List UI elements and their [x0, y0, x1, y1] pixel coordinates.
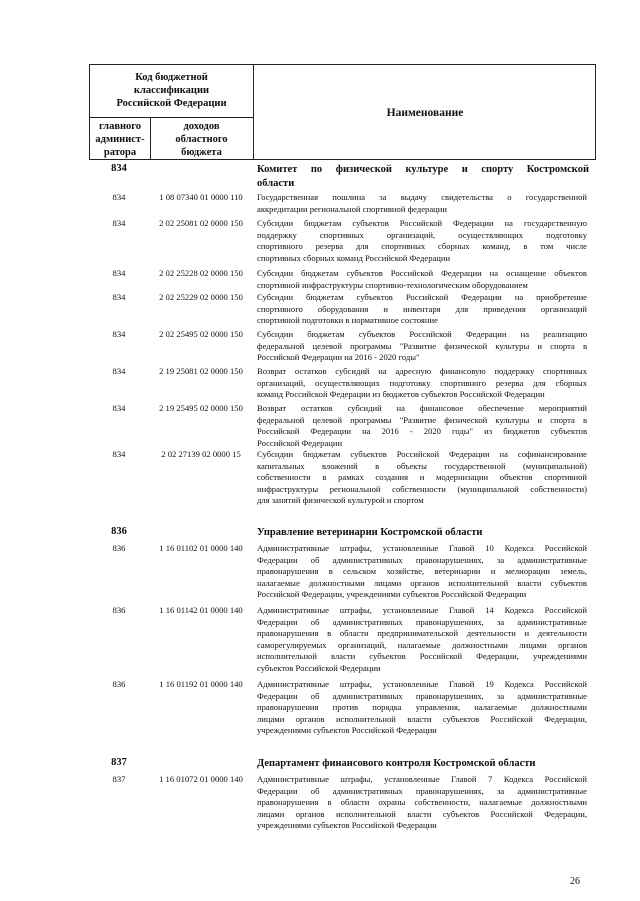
income-code: 1 16 01102 01 0000 140 [159, 543, 243, 553]
income-name-line: аккредитации региональной спортивной федерации [257, 203, 447, 214]
section-title [257, 757, 589, 771]
income-name-line: Субсидии бюджетам субъектов Российской Федерации на приобретение [257, 292, 587, 302]
income-name-line: Субсидии бюджетам субъектов Российской Федерации на реализацию [257, 329, 587, 339]
section-title-line: Управление ветеринарии Костромской области [257, 527, 483, 538]
income-code: 2 19 25081 02 0000 150 [159, 366, 243, 376]
income-name-line: учреждениями субъектов Российской Федерации [257, 820, 437, 831]
section-title [257, 526, 589, 540]
income-name-line: Административные штрафы, установленные Главой 19 Кодекса Российской [257, 679, 587, 689]
section-title-line: Комитет по физической культуре и спорту Костромской [257, 164, 589, 175]
income-name-line: команд Российской Федерации из бюджетов субъектов Российской Федерации [257, 389, 545, 400]
income-name-line: правонарушения в сельском хозяйстве, ветеринарии и мелиорации земель, [257, 566, 587, 577]
income-name-line: капитальных вложений в объекты государственной (муниципальной) [257, 460, 587, 471]
income-name-line: спортивной инфраструктуры спортивно-технологическим оборудованием [257, 279, 528, 290]
income-name-line: Субсидии бюджетам субъектов Российской Федерации на оснащение объектов [257, 268, 587, 278]
table-header [89, 64, 596, 160]
header-budget-classification: Код бюджетной классификации Российской Федерации [116, 72, 227, 109]
admin-code: 836 [112, 605, 126, 615]
income-name-line: спортивных сборных команд Российской Федерации [257, 252, 451, 263]
income-code: 2 02 25495 02 0000 150 [159, 329, 243, 339]
header-main-administrator: главного админист- ратора [95, 121, 145, 158]
income-name-line: правонарушения в области охраны собственности, налагаемые должностными [257, 797, 587, 808]
income-name-line: Административные штрафы, установленные Главой 7 Кодекса Российской [257, 774, 587, 784]
income-name-line: для занятий физической культурой и спортом [257, 495, 424, 506]
income-code: 2 02 25228 02 0000 150 [159, 268, 243, 278]
admin-code: 834 [112, 366, 126, 376]
income-name-line: Федерации об административных правонарушениях, за административные [257, 785, 587, 796]
section-title [257, 163, 589, 191]
header-divider-horizontal [90, 117, 253, 118]
admin-code: 834 [112, 403, 126, 413]
admin-code: 834 [112, 449, 126, 459]
admin-code: 834 [112, 292, 126, 302]
income-name-line: лицами органов исполнительной власти субъектов Российской Федерации, [257, 713, 587, 724]
income-name [257, 605, 587, 675]
income-name-line: Федерации об административных правонарушениях, за административные [257, 616, 587, 627]
income-name-line: Федерации об административных правонарушениях, за административные [257, 690, 587, 701]
income-code: 2 02 25229 02 0000 150 [159, 292, 243, 302]
income-name [257, 449, 587, 507]
section-code: 834 [111, 163, 127, 174]
income-name-line: субъектов Российской Федерации [257, 662, 381, 673]
header-name: Наименование [386, 107, 464, 119]
admin-code: 834 [112, 192, 126, 202]
income-name-line: Возврат остатков субсидий на адресную финансовую поддержку спортивных [257, 366, 587, 376]
income-name-line: Российской Федерации [257, 437, 343, 448]
income-name-line: правонарушения против порядка управления, налагаемые должностными [257, 702, 587, 713]
income-name-line: исполнительной власти субъектов Российской Федерации, учреждениями [257, 651, 587, 662]
income-name-line: федеральной целевой программы "Развитие физической культуры и спорта в [257, 340, 587, 351]
section-title-line: области [257, 178, 295, 189]
income-code: 2 02 25081 02 0000 150 [159, 218, 243, 228]
income-name-line: лицами органов исполнительной власти субъектов Российской Федерации, [257, 808, 587, 819]
income-name-line: учреждениями субъектов Российской Федерации [257, 725, 437, 736]
section-code: 837 [111, 757, 127, 768]
income-name-line: Субсидии бюджетам субъектов Российской Федерации на государственную [257, 218, 587, 228]
income-name [257, 218, 587, 264]
income-name [257, 403, 587, 449]
header-regional-income: доходов областного бюджета [175, 121, 228, 158]
income-name-line: собственности в рамках создания и модернизации объектов спортивной [257, 472, 587, 483]
income-name-line: правонарушения в области предпринимательской деятельности и деятельности [257, 628, 587, 639]
income-name [257, 543, 587, 601]
income-code: 2 19 25495 02 0000 150 [159, 403, 243, 413]
income-code: 1 16 01072 01 0000 140 [159, 774, 243, 784]
income-name [257, 679, 587, 737]
income-name-line: спортивного резерва для спортивных сборных команд, в том числе [257, 241, 587, 252]
income-name-line: Возврат остатков субсидий на финансовое обеспечение мероприятий [257, 403, 587, 413]
income-name-line: Российской Федерации на 2016 - 2020 годы" [257, 352, 420, 363]
income-name [257, 774, 587, 832]
income-name-line: Российской Федерации, учреждениями субъектов Российской Федерации [257, 589, 527, 600]
income-name [257, 268, 587, 291]
income-name-line: организаций, осуществляющих подготовку спортивного резерва для сборных [257, 377, 587, 388]
income-name [257, 192, 587, 215]
income-name-line: Федерации об административных правонарушениях, за административные [257, 554, 587, 565]
income-name-line: спортивной подготовки в нормативное состояние [257, 315, 438, 326]
income-name-line: саморегулируемых организаций, налагаемые должностными лицами органов [257, 639, 587, 650]
income-name [257, 329, 587, 364]
section-title-line: Департамент финансового контроля Костромской области [257, 758, 536, 769]
admin-code: 836 [112, 543, 126, 553]
admin-code: 834 [112, 329, 126, 339]
income-name-line: поддержку спортивных организаций, осуществляющих подготовку [257, 229, 587, 240]
income-name-line: Российской Федерации на 2016 - 2020 годы" из бюджетов субъектов [257, 426, 587, 437]
admin-code: 836 [112, 679, 126, 689]
admin-code: 834 [112, 218, 126, 228]
income-name-line: Государственная пошлина за выдачу свидетельства о государственной [257, 192, 587, 202]
income-code: 1 16 01142 01 0000 140 [159, 605, 243, 615]
income-code: 2 02 27139 02 0000 15 [161, 449, 241, 459]
income-code: 1 16 01192 01 0000 140 [159, 679, 243, 689]
income-code: 1 08 07340 01 0000 110 [159, 192, 243, 202]
income-name-line: спортивного оборудования и инвентаря для приведения организаций [257, 303, 587, 314]
admin-code: 837 [112, 774, 126, 784]
income-name [257, 366, 587, 401]
admin-code: 834 [112, 268, 126, 278]
income-name-line: инфраструктуры региональной собственности (муниципальной собственности) [257, 483, 587, 494]
income-name-line: налагаемые должностными лицами органов исполнительной власти субъектов [257, 577, 587, 588]
income-name-line: Административные штрафы, установленные Главой 14 Кодекса Российской [257, 605, 587, 615]
income-name-line: Субсидии бюджетам субъектов Российской Федерации на софинансирование [257, 449, 587, 459]
income-name-line: федеральной целевой программы "Развитие физической культуры и спорта в [257, 414, 587, 425]
income-name [257, 292, 587, 327]
page-number: 26 [570, 876, 580, 887]
income-name-line: Административные штрафы, установленные Главой 10 Кодекса Российской [257, 543, 587, 553]
section-code: 836 [111, 526, 127, 537]
